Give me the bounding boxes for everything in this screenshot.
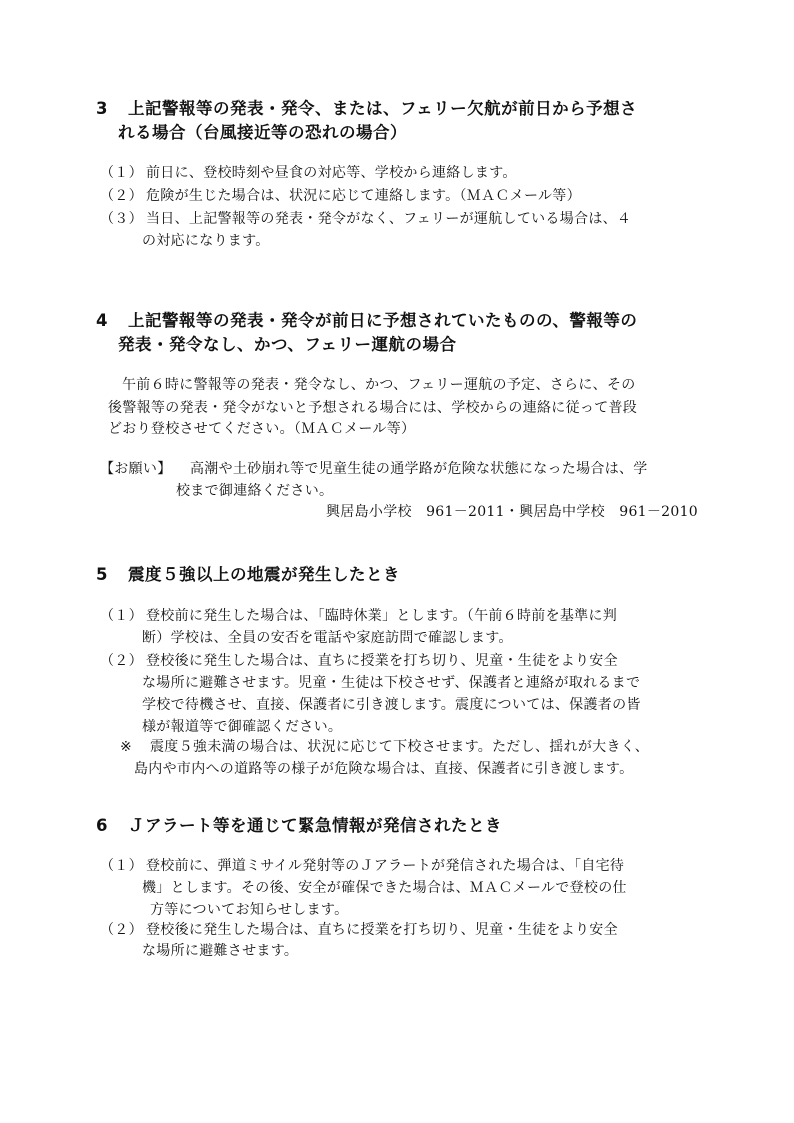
section-4-paragraph-line: 午前６時に警報等の発表・発令なし、かつ、フェリー運航の予定、さらに、その bbox=[122, 377, 636, 393]
section-5-number: 5 bbox=[96, 565, 108, 584]
section-5-heading-line1: 震度５強以上の地震が発生したとき bbox=[128, 565, 400, 584]
section-6-heading-line1: Ｊアラート等を通じて緊急情報が発信されたとき bbox=[128, 816, 502, 835]
section-3-item-3-cont: の対応になります。 bbox=[142, 233, 270, 249]
section-5-heading bbox=[96, 563, 716, 587]
item-text: 登校後に発生した場合は、直ちに授業を打ち切り、児童・生徒をより安全 bbox=[146, 922, 618, 938]
item-label: （１） bbox=[100, 608, 143, 624]
section-6-item-2-cont: な場所に避難させます。 bbox=[142, 943, 299, 959]
section-3-heading-line1: 上記警報等の発表・発令、または、フェリー欠航が前日から予想さ bbox=[128, 99, 638, 118]
section-4-heading bbox=[96, 309, 716, 357]
school-contacts: 興居島小学校 961－2011・興居島中学校 961－2010 bbox=[326, 504, 698, 520]
section-3-heading-line2: れる場合（台風接近等の恐れの場合） bbox=[118, 123, 407, 142]
item-text: 前日に、登校時刻や昼食の対応等、学校から連絡します。 bbox=[146, 165, 517, 181]
section-3-number: 3 bbox=[96, 99, 108, 118]
section-3-heading bbox=[96, 97, 716, 145]
item-label: （３） bbox=[100, 211, 143, 227]
item-label: （２） bbox=[100, 188, 143, 204]
section-3-item-3 bbox=[100, 209, 631, 229]
section-5-item-1 bbox=[100, 606, 617, 626]
section-6-item-1 bbox=[100, 856, 624, 876]
section-4-paragraph-line: 後警報等の発表・発令がないと予想される場合には、学校からの連絡に従って普段 bbox=[108, 400, 638, 416]
note-line: 島内や市内への道路等の様子が危険な場合は、直接、保護者に引き渡します。 bbox=[134, 761, 634, 777]
section-5-item-2 bbox=[100, 651, 618, 671]
item-label: （２） bbox=[100, 922, 143, 938]
section-4-number: 4 bbox=[96, 311, 108, 330]
section-6-item-1-cont: 機」とします。その後、安全が確保できた場合は、ＭＡＣメールで登校の仕 bbox=[142, 880, 627, 896]
section-5-item-2-cont: 学校で待機させ、直接、保護者に引き渡します。震度については、保護者の皆 bbox=[142, 697, 641, 713]
item-label: （１） bbox=[100, 165, 143, 181]
section-6-item-2 bbox=[100, 920, 618, 940]
note-line: 震度５強未満の場合は、状況に応じて下校させます。ただし、揺れが大きく、 bbox=[150, 739, 650, 755]
section-5-item-1-cont: 断）学校は、全員の安否を電話や家庭訪問で確認します。 bbox=[142, 630, 513, 646]
section-4-paragraph-line: どおり登校させてください。（ＭＡＣメール等） bbox=[108, 421, 416, 437]
section-4-heading-line1: 上記警報等の発表・発令が前日に予想されていたものの、警報等の bbox=[128, 311, 638, 330]
item-label: （２） bbox=[100, 653, 143, 669]
note-mark: ※ bbox=[120, 739, 133, 755]
request-label: 【お願い】 bbox=[100, 461, 172, 477]
section-5-item-2-cont: な場所に避難させます。児童・生徒は下校させず、保護者と連絡が取れるまで bbox=[142, 675, 641, 691]
section-3-item-2 bbox=[100, 186, 581, 206]
section-6-heading bbox=[96, 814, 716, 838]
request-line: 校まで御連絡ください。 bbox=[176, 483, 334, 499]
section-3-item-1 bbox=[100, 163, 517, 183]
item-text: 登校前に、弾道ミサイル発射等のＪアラートが発信された場合は、「自宅待 bbox=[146, 858, 625, 874]
item-text: 危険が生じた場合は、状況に応じて連絡します。（ＭＡＣメール等） bbox=[146, 188, 581, 204]
item-text: 登校前に発生した場合は、「臨時休業」とします。（午前６時前を基準に判 bbox=[146, 608, 618, 624]
section-4-heading-line2: 発表・発令なし、かつ、フェリー運航の場合 bbox=[118, 335, 457, 354]
section-6-number: 6 bbox=[96, 816, 108, 835]
item-text: 登校後に発生した場合は、直ちに授業を打ち切り、児童・生徒をより安全 bbox=[146, 653, 618, 669]
request-line: 高潮や土砂崩れ等で児童生徒の通学路が危険な状態になった場合は、学 bbox=[190, 461, 648, 477]
item-text: 当日、上記警報等の発表・発令がなく、フェリーが運航している場合は、４ bbox=[146, 211, 632, 227]
section-6-item-1-cont: 方等についてお知らせします。 bbox=[150, 902, 349, 918]
section-5-item-2-cont: 様が報道等で御確認ください。 bbox=[142, 719, 343, 735]
item-label: （１） bbox=[100, 858, 143, 874]
